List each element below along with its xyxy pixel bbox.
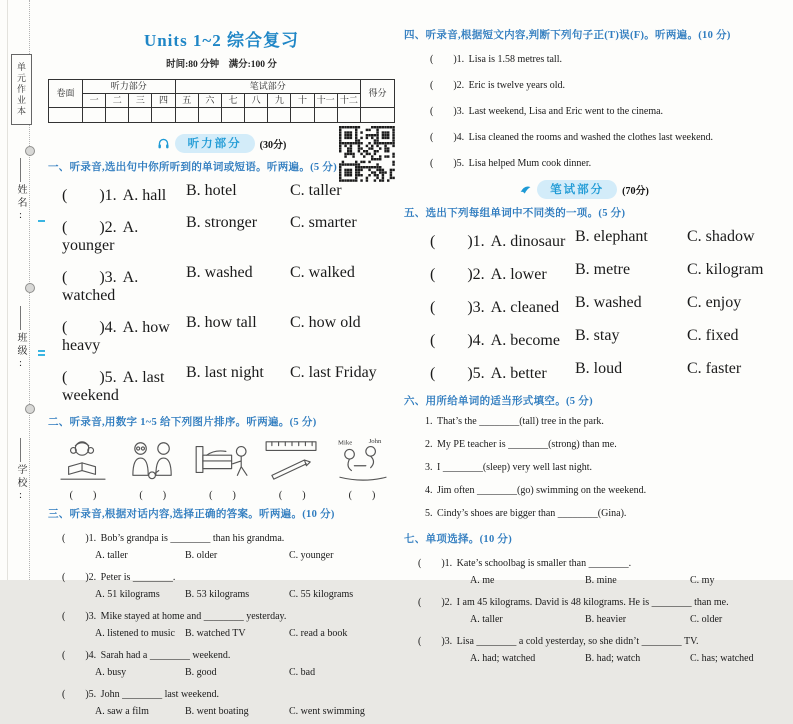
answer-bracket: ( ) [430, 332, 473, 349]
option-b: B. hotel [186, 182, 237, 199]
question-row [430, 294, 764, 317]
option-b: B. heavier [585, 614, 627, 625]
score-empty-cell [221, 108, 244, 123]
question-row [430, 261, 764, 284]
true-false-statement-row [430, 128, 764, 143]
question-lead [430, 228, 575, 251]
option-c: C. my [690, 575, 715, 586]
option-c: C. kilogram [687, 261, 764, 278]
answer-bracket: ( ) [62, 319, 105, 336]
section-title: 六、用所给单词的适当形式填空。(5 分) [404, 396, 593, 407]
option-a: A. had; watched [470, 653, 536, 664]
headphones-icon [157, 137, 170, 150]
score-empty-cell [129, 108, 152, 123]
picture-grandparents-drinking-tea [122, 437, 184, 483]
option-b: B. last night [186, 364, 264, 381]
score-col-9: 九 [268, 94, 291, 108]
option-a: A. better [490, 365, 547, 382]
question-stem-row [62, 529, 395, 544]
score-col-1: 一 [83, 94, 106, 108]
true-false-statement-row [430, 50, 764, 65]
question-row [430, 327, 764, 350]
question-number: 2. [88, 572, 99, 583]
item-text: That’s the ________(tall) tree in the park. [437, 416, 604, 427]
section-title: 三、听录音,根据对话内容,选择正确的答案。听两遍。(10 分) [48, 509, 335, 520]
score-empty-cell [291, 108, 314, 123]
pictures-row [52, 437, 393, 483]
score-col-3: 三 [129, 94, 152, 108]
option-c: C. last Friday [290, 364, 377, 381]
question-lead [62, 182, 186, 205]
option-b: B. washed [575, 294, 642, 311]
question-number: 1. [472, 233, 489, 250]
item-text: Cindy’s shoes are bigger than ________(Gina). [437, 508, 627, 519]
score-empty-cell [337, 108, 360, 123]
question-number: 2. [104, 219, 121, 236]
written-part-header [404, 180, 764, 199]
picture-boy-making-bed [192, 437, 254, 483]
picture-boys-playing [331, 437, 393, 483]
option-b: B. had; watch [585, 653, 641, 664]
score-col-6: 六 [198, 94, 221, 108]
options-row [470, 614, 764, 625]
option-c: C. walked [290, 264, 355, 281]
question-number: 3. [472, 299, 489, 316]
option-c: C. fixed [687, 327, 739, 344]
question-lead [430, 327, 575, 350]
question-number: 3. [456, 106, 467, 117]
score-col-12: 十二 [337, 94, 360, 108]
question-stem-row [62, 646, 395, 661]
option-c: C. how old [290, 314, 361, 331]
item-number: 2. [425, 439, 435, 450]
listening-part-badge: 听力部分 [175, 134, 255, 153]
question-number: 4. [104, 319, 121, 336]
question-number: 1. [104, 187, 121, 204]
section-title: 二、听录音,用数字 1~5 给下列图片排序。听两遍。(5 分) [48, 417, 317, 428]
fill-blank-item [425, 416, 764, 427]
school-field-label: 学校: [15, 464, 26, 504]
question-stem: John ________ last weekend. [100, 689, 219, 700]
score-empty-cell [49, 108, 83, 123]
answer-bracket: ( ) [430, 233, 473, 250]
true-false-statement-row [430, 102, 764, 117]
option-a: A. taller [470, 614, 503, 625]
question-number: 4. [88, 650, 99, 661]
question-number: 1. [444, 558, 455, 569]
statement-text: Last weekend, Lisa and Eric went to the cinema. [468, 106, 664, 117]
fill-blank-item [425, 508, 764, 519]
question-number: 1. [88, 533, 99, 544]
option-a: A. 51 kilograms [95, 589, 160, 600]
option-c: C. smarter [290, 214, 357, 231]
question-stem: Mike stayed at home and ________ yesterday. [100, 611, 287, 622]
fill-blank-item [425, 462, 764, 473]
true-false-statement-row [430, 76, 764, 91]
answer-bracket: ( ) [62, 533, 89, 544]
option-a: A. cleaned [490, 299, 560, 316]
answer-bracket: ( ) [348, 490, 376, 501]
answer-bracket: ( ) [139, 490, 167, 501]
option-b: B. elephant [575, 228, 648, 245]
score-empty-cell [83, 108, 106, 123]
score-empty-cell [106, 108, 129, 123]
answer-bracket: ( ) [430, 266, 473, 283]
option-a: A. lower [490, 266, 547, 283]
question-stem: Sarah had a ________ weekend. [100, 650, 231, 661]
answer-bracket: ( ) [62, 369, 105, 386]
answer-bracket: ( ) [62, 269, 105, 286]
question-stem: Bob’s grandpa is ________ than his grandma. [100, 533, 285, 544]
question-number: 3. [88, 611, 99, 622]
option-c: C. has; watched [690, 653, 754, 664]
option-a: A. saw a film [95, 706, 149, 717]
listening-sections [48, 159, 395, 717]
option-a: A. dinosaur [490, 233, 566, 250]
options-row [470, 575, 764, 586]
answer-bracket: ( ) [418, 558, 445, 569]
question-lead [430, 261, 575, 284]
answer-bracket: ( ) [278, 490, 306, 501]
question-row [62, 264, 395, 305]
question-lead [62, 264, 186, 305]
question-number: 5. [456, 158, 467, 169]
score-empty-cell [361, 108, 395, 123]
question-stem: Kate’s schoolbag is smaller than ________. [456, 558, 632, 569]
pen-icon [519, 183, 532, 196]
options-row [95, 628, 395, 639]
name-blank-line [20, 158, 21, 182]
question-row [62, 364, 395, 405]
score-empty-cell [268, 108, 291, 123]
score-table-listening-header: 听力部分 [83, 80, 176, 94]
page-title: Units 1~2 综合复习 [143, 31, 300, 50]
statement-text: Lisa helped Mum cook dinner. [468, 158, 592, 169]
question-number: 3. [104, 269, 121, 286]
option-a: A. me [470, 575, 495, 586]
picture-ruler-and-pencil [261, 437, 323, 483]
answer-bracket: ( ) [430, 132, 457, 143]
class-field [13, 306, 28, 372]
score-empty-cell [198, 108, 221, 123]
section-title: 七、单项选择。(10 分) [404, 534, 513, 545]
qr-code [339, 126, 395, 182]
question-lead [430, 360, 575, 383]
fill-blank-item [425, 485, 764, 496]
question-stem-row [418, 593, 764, 608]
class-blank-line [20, 306, 21, 330]
question-row [430, 360, 764, 383]
option-c: C. 55 kilograms [289, 589, 354, 600]
answer-bracket: ( ) [62, 611, 89, 622]
option-a: A. listened to music [95, 628, 175, 639]
option-a: A. hall [122, 187, 167, 204]
question-row [430, 228, 764, 251]
score-empty-cell [152, 108, 175, 123]
options-row [95, 667, 395, 678]
true-false-statement-row [430, 154, 764, 169]
school-field [13, 438, 28, 504]
option-c: C. bad [289, 667, 316, 678]
item-number: 5. [425, 508, 435, 519]
section-title: 一、听录音,选出句中你所听到的单词或短语。听两遍。(5 分) [48, 162, 337, 173]
section-title: 四、听录音,根据短文内容,判断下列句子正(T)误(F)。听两遍。(10 分) [404, 30, 731, 41]
workbook-label: 单元作业本 [16, 62, 26, 117]
option-a: A. how heavy [62, 319, 170, 354]
question-stem-row [62, 607, 395, 622]
options-row [470, 653, 764, 664]
question-stem: Lisa ________ a cold yesterday, so she didn’t ________ TV. [456, 636, 699, 647]
option-c: C. shadow [687, 228, 755, 245]
score-col-2: 二 [106, 94, 129, 108]
item-text: I ________(sleep) very well last night. [437, 462, 592, 473]
question-lead [62, 364, 186, 405]
question-row [62, 214, 395, 255]
item-text: Jim often ________(go) swimming on the weekend. [437, 485, 647, 496]
option-a: A. taller [95, 550, 128, 561]
score-table-written-header: 笔试部分 [175, 80, 360, 94]
option-b: B. older [185, 550, 218, 561]
question-number: 4. [472, 332, 489, 349]
score-col-10: 十 [291, 94, 314, 108]
written-sections [404, 205, 764, 664]
item-number: 4. [425, 485, 435, 496]
question-number: 5. [88, 689, 99, 700]
svg-text:Mike: Mike [338, 439, 353, 447]
answer-bracket: ( ) [430, 54, 457, 65]
question-lead [62, 314, 186, 355]
answer-bracket: ( ) [430, 80, 457, 91]
option-a: A. watched [62, 269, 139, 304]
answer-bracket: ( ) [418, 597, 445, 608]
option-c: C. read a book [289, 628, 348, 639]
answer-bracket: ( ) [69, 490, 97, 501]
print-mark [38, 220, 45, 222]
option-c: C. faster [687, 360, 742, 377]
question-number: 1. [456, 54, 467, 65]
right-column [404, 22, 764, 671]
option-a: A. younger [62, 219, 139, 254]
option-b: B. metre [575, 261, 631, 278]
svg-text:John: John [368, 437, 382, 445]
name-field [13, 158, 28, 224]
question-stem-row [418, 554, 764, 569]
answer-bracket: ( ) [418, 636, 445, 647]
answer-bracket: ( ) [430, 299, 473, 316]
item-number: 3. [425, 462, 435, 473]
binding-mark [25, 404, 35, 414]
question-row [62, 182, 395, 205]
name-field-label: 姓名: [15, 184, 26, 224]
option-c: C. younger [289, 550, 334, 561]
score-empty-cell [175, 108, 198, 123]
answer-bracket: ( ) [62, 219, 105, 236]
question-number: 5. [104, 369, 121, 386]
class-field-label: 班级: [15, 332, 26, 372]
exam-time-score-info: 时间:80 分钟 满分:100 分 [166, 60, 277, 70]
question-stem-row [418, 632, 764, 647]
option-c: C. older [690, 614, 723, 625]
option-b: B. watched TV [185, 628, 246, 639]
item-number: 1. [425, 416, 435, 427]
question-number: 3. [444, 636, 455, 647]
score-col-5: 五 [175, 94, 198, 108]
question-stem-row [62, 685, 395, 700]
picture-girl-reading-book [52, 437, 114, 483]
answer-bracket: ( ) [62, 650, 89, 661]
workbook-label-box [11, 54, 32, 125]
section-four [404, 27, 764, 169]
option-b: B. stay [575, 327, 620, 344]
score-table [48, 79, 395, 123]
options-row [95, 706, 395, 717]
question-lead [62, 214, 186, 255]
option-b: B. how tall [186, 314, 257, 331]
score-col-7: 七 [221, 94, 244, 108]
answer-bracket: ( ) [430, 365, 473, 382]
option-b: B. mine [585, 575, 617, 586]
answer-bracket: ( ) [62, 187, 105, 204]
left-column [48, 26, 395, 724]
answer-bracket: ( ) [62, 572, 89, 583]
score-col-11: 十一 [314, 94, 337, 108]
option-a: A. busy [95, 667, 127, 678]
score-col-4: 四 [152, 94, 175, 108]
fill-blank-item [425, 439, 764, 450]
statement-text: Lisa is 1.58 metres tall. [468, 54, 562, 65]
school-blank-line [20, 438, 21, 462]
question-number: 2. [444, 597, 455, 608]
written-part-score: (70分) [622, 186, 649, 197]
section-title: 五、选出下列每组单词中不同类的一项。(5 分) [404, 208, 626, 219]
option-c: C. taller [290, 182, 342, 199]
question-stem: Peter is ________. [100, 572, 176, 583]
answer-bracket: ( ) [209, 490, 236, 501]
binding-mark [25, 283, 35, 293]
question-stem: I am 45 kilograms. David is 48 kilograms. He is ________ than me. [456, 597, 729, 608]
option-b: B. good [185, 667, 217, 678]
option-a: A. last weekend [62, 369, 165, 404]
page-edge [7, 0, 8, 580]
binding-mark [25, 146, 35, 156]
listening-part-score: (30分) [259, 140, 287, 151]
score-empty-cell [245, 108, 268, 123]
written-part-badge: 笔试部分 [537, 180, 617, 199]
print-mark [38, 350, 45, 352]
statement-text: Lisa cleaned the rooms and washed the clothes last weekend. [468, 132, 714, 143]
option-b: B. 53 kilograms [185, 589, 250, 600]
option-b: B. washed [186, 264, 253, 281]
item-text: My PE teacher is ________(strong) than me. [437, 439, 617, 450]
question-number: 5. [472, 365, 489, 382]
question-row [62, 314, 395, 355]
option-c: C. went swimming [289, 706, 365, 717]
option-b: B. stronger [186, 214, 258, 231]
question-stem-row [62, 568, 395, 583]
score-table-score-header: 得分 [361, 80, 395, 108]
option-b: B. loud [575, 360, 623, 377]
question-number: 4. [456, 132, 467, 143]
question-lead [430, 294, 575, 317]
option-a: A. become [490, 332, 560, 349]
answer-bracket: ( ) [430, 106, 457, 117]
options-row [95, 550, 395, 561]
score-table-paper-header: 卷面 [49, 80, 83, 108]
answer-bracket: ( ) [62, 689, 89, 700]
score-col-8: 八 [245, 94, 268, 108]
picture-answer-brackets [52, 486, 393, 501]
options-row [95, 589, 395, 600]
question-number: 2. [472, 266, 489, 283]
answer-bracket: ( ) [430, 158, 457, 169]
option-c: C. enjoy [687, 294, 742, 311]
option-b: B. went boating [185, 706, 249, 717]
score-empty-cell [314, 108, 337, 123]
question-number: 2. [456, 80, 467, 91]
statement-text: Eric is twelve years old. [468, 80, 566, 91]
